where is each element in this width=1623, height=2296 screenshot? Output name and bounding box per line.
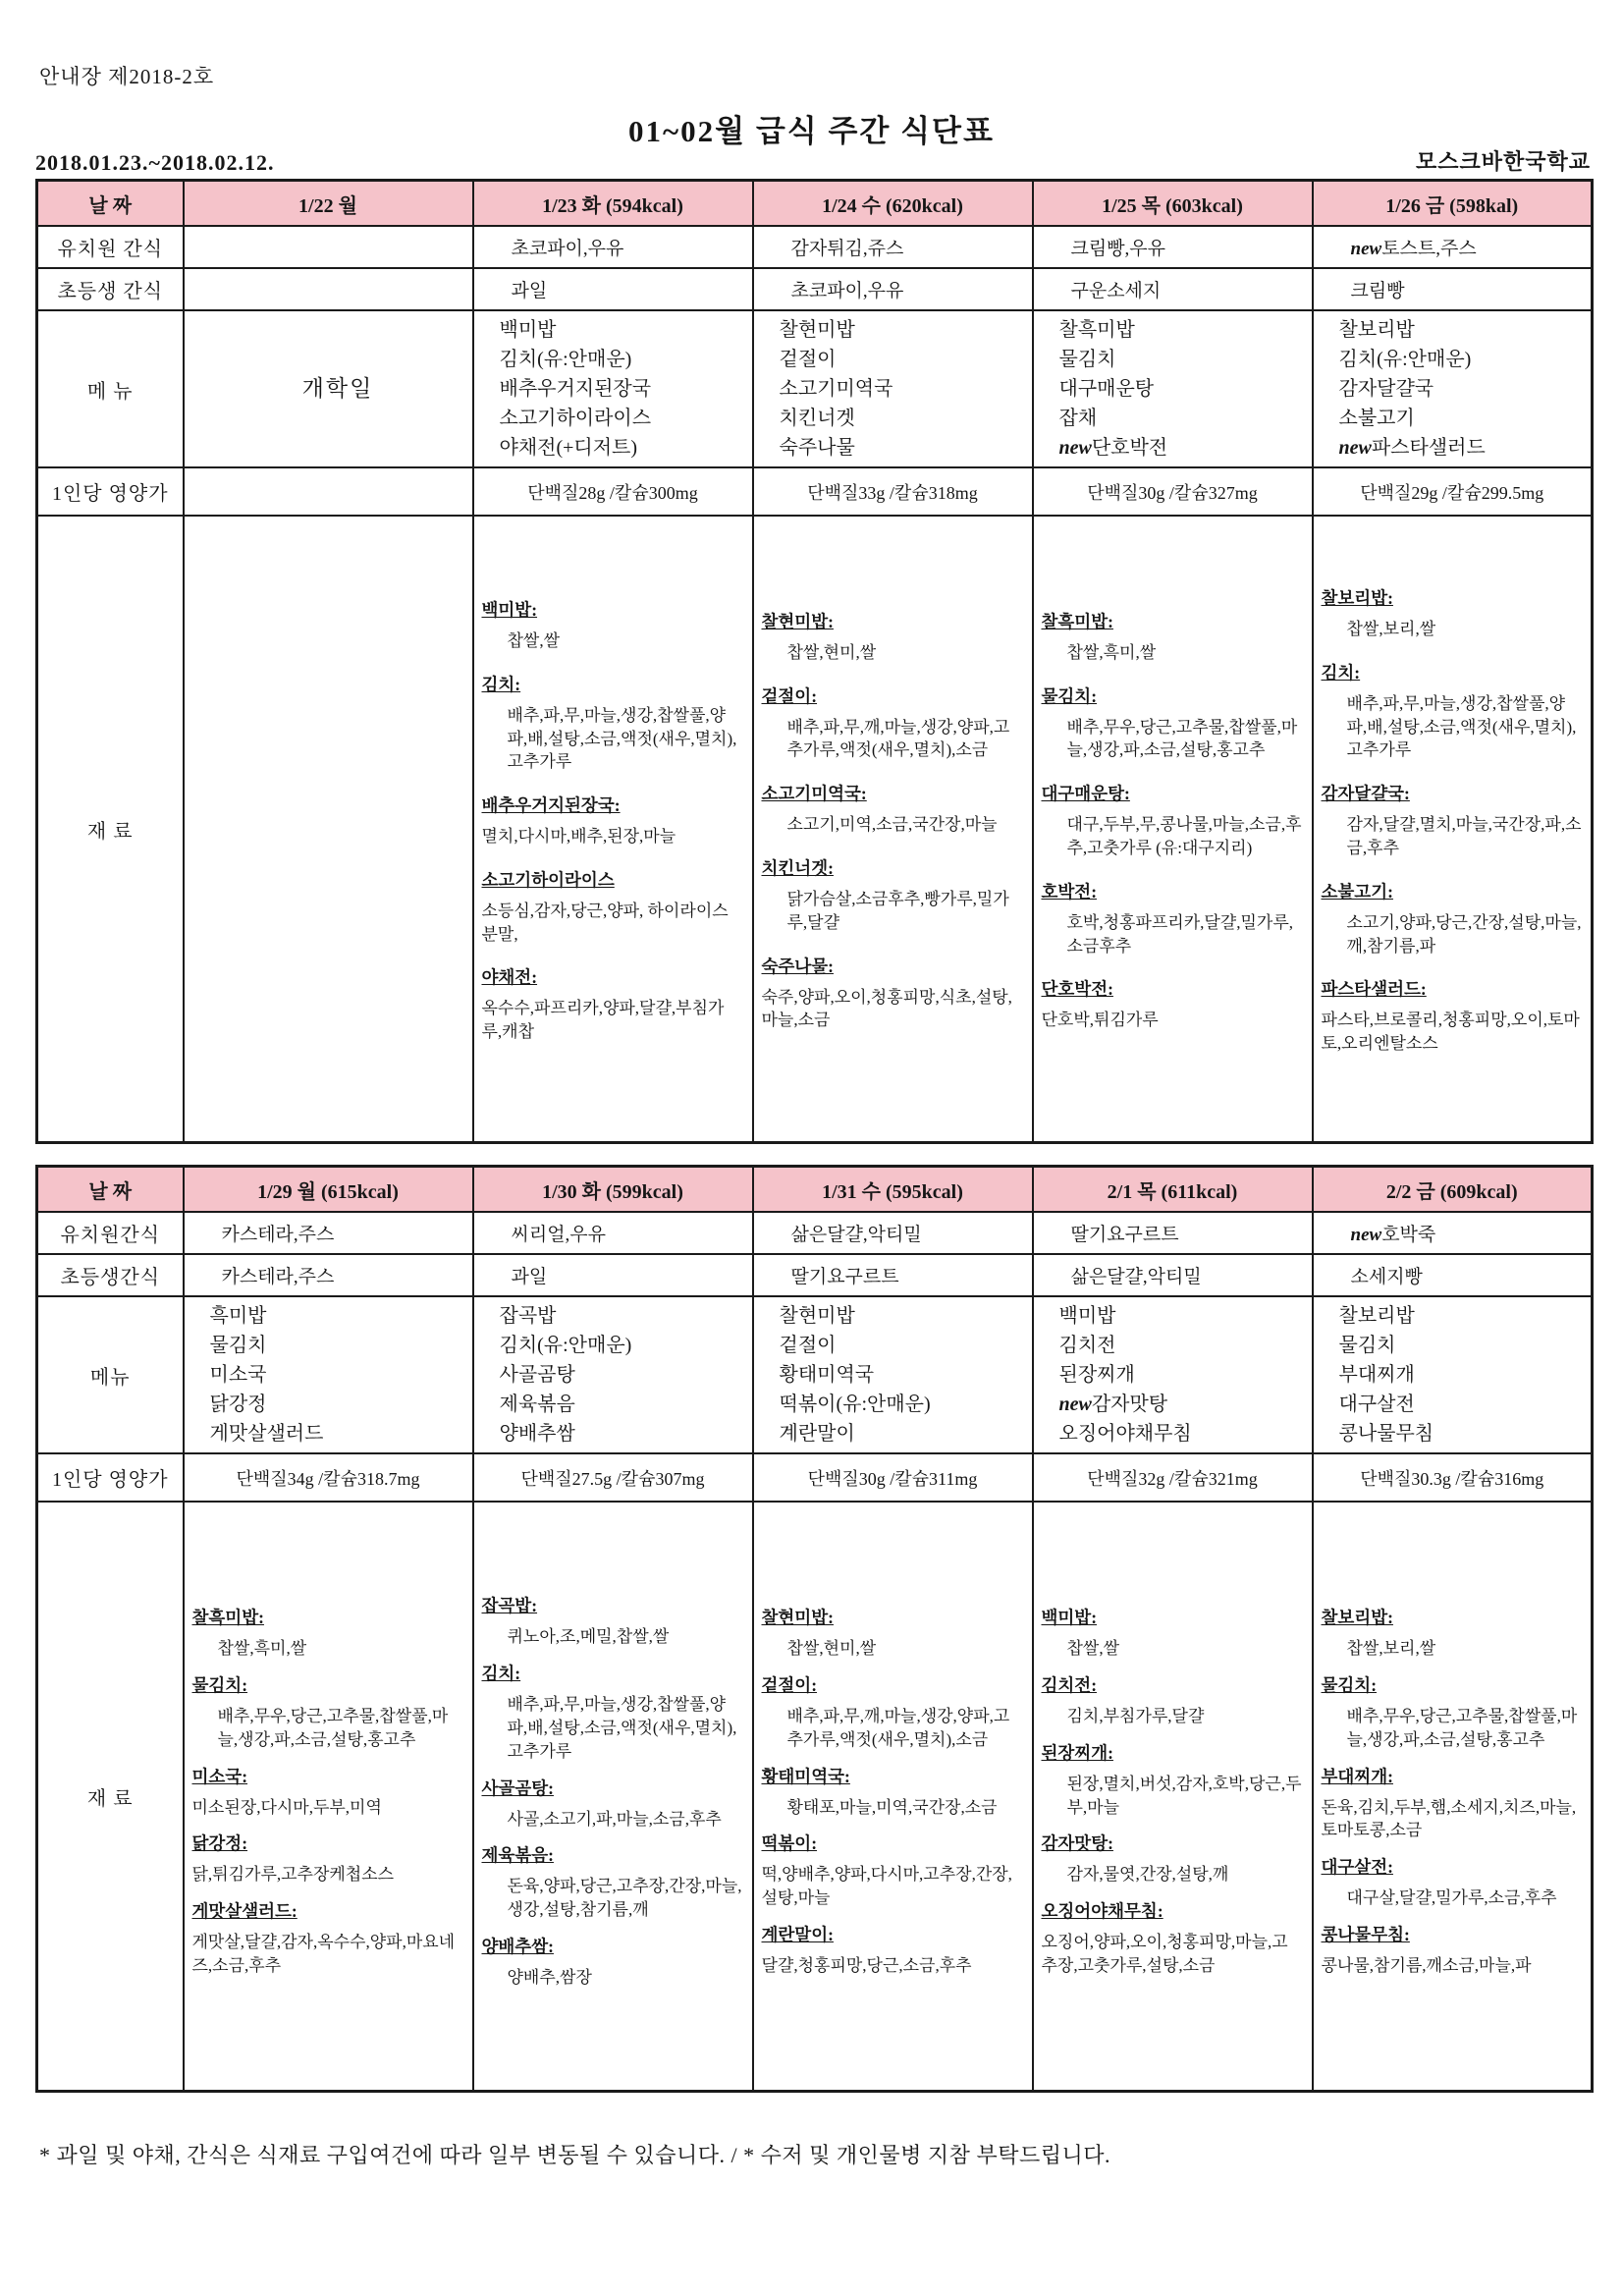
dish-ingredients: 게맛살,달걀,감자,옥수수,양파,마요네즈,소금,후추: [191, 1933, 456, 1975]
elem-snack-cell-2: 딸기요구르트: [753, 1254, 1033, 1296]
header-row: [37, 181, 1593, 227]
dish-name: 된장찌개:: [1041, 1742, 1113, 1763]
menu-item-4-3: 대구살전: [1338, 1394, 1415, 1415]
subheader: [35, 145, 1591, 176]
dish-name: 김치:: [481, 674, 521, 694]
menu-table-week-1: [35, 179, 1594, 1144]
dish-ingredients: 달걀,청홍피망,당근,소금,후추: [761, 1955, 972, 1975]
elem-snack-cell-0: 카스테라,주스: [184, 1254, 473, 1296]
nutrition-cell-1: 단백질28g /칼슘300mg: [473, 467, 753, 516]
dish-block-1-2: [482, 1776, 744, 1831]
dish-name: 물김치:: [1321, 1675, 1378, 1695]
dish-name: 소불고기:: [1321, 881, 1393, 902]
nutrition-cell-3: 단백질30g /칼슘327mg: [1033, 467, 1313, 516]
kinder-snack-row: [37, 1212, 1593, 1254]
dish-name: 감자달걀국:: [1321, 784, 1410, 804]
menu-cell-2: [753, 1296, 1033, 1453]
dish-block-2-2: [762, 781, 1024, 837]
date-label-cell: 날 짜: [37, 181, 184, 227]
dish-ingredients: 대구살,달걀,밀가루,소금,후추: [1346, 1888, 1557, 1908]
menu-item-1-1: 김치(유:안매운): [499, 349, 632, 370]
dish-name: 양배추쌈:: [481, 1936, 554, 1956]
menu-cell-3: [1033, 310, 1313, 467]
dish-block-4-3: [1322, 879, 1584, 958]
ingredients-cell-0: [184, 516, 473, 1143]
dish-ingredients: 돈육,김치,두부,햄,소세지,치즈,마늘,토마토콩,소금: [1321, 1797, 1577, 1840]
dish-name: 백미밥:: [1041, 1608, 1098, 1628]
ingredients-cell-4: [1313, 1502, 1593, 2092]
dish-ingredients: 돈육,양파,당근,고추장,간장,마늘,생강,설탕,참기름,깨: [507, 1877, 742, 1920]
kinder-snack-cell-4: new호박죽: [1313, 1212, 1593, 1254]
dish-name: 물김치:: [191, 1675, 248, 1695]
kinder-snack-cell-1: 씨리얼,우유: [473, 1212, 753, 1254]
nutrition-cell-0: 단백질34g /칼슘318.7mg: [184, 1453, 473, 1502]
ingredients-row: [37, 1502, 1593, 2092]
dish-block-0-3: [192, 1831, 464, 1886]
dish-ingredients: 대구,두부,무,콩나물,마늘,소금,후추,고춧가루 (유:대구지리): [1066, 815, 1302, 857]
dish-name: 제육볶음:: [481, 1845, 554, 1866]
kinder-snack-cell-1: 초코파이,우유: [473, 226, 753, 268]
dish-block-1-2: [482, 793, 744, 848]
dish-ingredients: 멸치,다시마,배추,된장,마늘: [481, 827, 676, 847]
dish-block-3-4: [1042, 976, 1304, 1032]
day-header-cell-1: 1/23 화 (594kcal): [473, 181, 753, 227]
nutrition-cell-1: 단백질27.5g /칼슘307mg: [473, 1453, 753, 1502]
dish-block-1-3: [482, 867, 744, 947]
menu-item-0-4: 게맛살샐러드: [209, 1423, 324, 1445]
dish-name: 찰흑미밥:: [1041, 611, 1113, 631]
dish-ingredients: 미소된장,다시마,두부,미역: [191, 1797, 382, 1817]
ingredients-cell-2: [753, 1502, 1033, 2092]
table-body: [37, 181, 1593, 1143]
date-label-cell: 날 짜: [37, 1167, 184, 1213]
menu-item-1-1: 김치(유:안매운): [499, 1335, 632, 1356]
new-marker: new: [1058, 437, 1092, 459]
kinder-snack-cell-2: 삶은달걀,악티밀: [753, 1212, 1033, 1254]
nutrition-row: [37, 467, 1593, 516]
dish-name: 닭강정:: [191, 1833, 248, 1854]
dish-ingredients: 배추,무우,당근,고추물,찹쌀풀,마늘,생강,파,소금,설탕,홍고추: [217, 1707, 449, 1749]
kinder-snack-cell-3: 딸기요구르트: [1033, 1212, 1313, 1254]
dish-name: 미소국:: [191, 1766, 248, 1786]
dish-name: 잡곡밥:: [481, 1596, 538, 1616]
dish-block-4-2: [1322, 1764, 1584, 1843]
menu-cell-4: [1313, 1296, 1593, 1453]
kinder-snack-label: 유치원간식: [37, 1212, 184, 1254]
dish-name: 계란말이:: [761, 1924, 834, 1944]
menu-item-3-2: 된장찌개: [1058, 1364, 1135, 1386]
nutrition-cell-3: 단백질32g /칼슘321mg: [1033, 1453, 1313, 1502]
dish-block-2-0: [762, 1605, 1024, 1661]
menu-item-2-0: 찰현미밥: [779, 1305, 855, 1327]
menu-item-4-3: 소불고기: [1338, 408, 1415, 429]
dish-block-1-4: [482, 1934, 744, 1990]
elem-snack-label: 초등생간식: [37, 1254, 184, 1296]
menu-row: [37, 1296, 1593, 1453]
dish-name: 찰보리밥:: [1321, 1608, 1393, 1628]
kinder-snack-cell-0: [184, 226, 473, 268]
day-header-cell-4: 2/2 금 (609kcal): [1313, 1167, 1593, 1213]
menu-item-2-2: 황태미역국: [779, 1364, 875, 1386]
menu-cell-1: [473, 310, 753, 467]
nutrition-label: 1인당 영양가: [37, 1453, 184, 1502]
elem-snack-cell-2: 초코파이,우유: [753, 268, 1033, 310]
dish-ingredients: 찹쌀,현미,쌀: [786, 1639, 877, 1659]
dish-name: 백미밥:: [481, 599, 538, 620]
day-header-cell-3: 1/25 목 (603kcal): [1033, 181, 1313, 227]
elem-snack-row: [37, 268, 1593, 310]
menu-cell-0: [184, 310, 473, 467]
dish-name: 감자맛탕:: [1041, 1833, 1113, 1854]
kinder-snack-row: [37, 226, 1593, 268]
menu-item-3-0: 백미밥: [1058, 1305, 1116, 1327]
menu-item-0-3: 닭강정: [209, 1394, 267, 1415]
menu-item-3-0: 찰흑미밥: [1058, 319, 1135, 341]
menu-item-2-3: 떡볶이(유:안매운): [779, 1394, 931, 1415]
dish-ingredients: 감자,물엿,간장,설탕,깨: [1066, 1865, 1229, 1885]
dish-name: 소고기하이라이스: [481, 869, 615, 890]
dish-name: 단호박전:: [1041, 979, 1113, 1000]
menu-cell-0: [184, 1296, 473, 1453]
dish-ingredients: 찹쌀,흑미,쌀: [1066, 642, 1157, 662]
menu-item-3-3: 잡채: [1058, 408, 1098, 429]
dish-ingredients: 양배추,쌈장: [507, 1967, 592, 1987]
dish-ingredients: 닭,튀김가루,고추장케첩소스: [191, 1865, 395, 1885]
ingredients-cell-0: [184, 1502, 473, 2092]
footnote: * 과일 및 야채, 간식은 식재료 구입여건에 따라 일부 변동될 수 있습니다. / * 수저 및 개인물병 지참 부탁드립니다.: [39, 2143, 1110, 2167]
day-header-cell-1: 1/30 화 (599kcal): [473, 1167, 753, 1213]
dish-ingredients: 찹쌀,쌀: [507, 630, 561, 650]
menu-cell-3: [1033, 1296, 1313, 1453]
menu-item-3-3: new감자맛탕: [1058, 1394, 1168, 1415]
menu-item-1-3: 제육볶음: [499, 1394, 575, 1415]
elem-snack-cell-3: 구운소세지: [1033, 268, 1313, 310]
ingredients-label: 재 료: [37, 516, 184, 1143]
menu-cell-4: [1313, 310, 1593, 467]
day-header-cell-2: 1/24 수 (620kcal): [753, 181, 1033, 227]
dish-ingredients: 찹쌀,보리,쌀: [1346, 620, 1436, 639]
kinder-snack-cell-2: 감자튀김,쥬스: [753, 226, 1033, 268]
dish-block-2-3: [762, 855, 1024, 935]
dish-ingredients: 된장,멸치,버섯,감자,호박,당근,두부,마늘: [1066, 1774, 1302, 1817]
menu-label: 메뉴: [37, 1296, 184, 1453]
dish-ingredients: 배추,파,무,깨,마늘,생강,양파,고추가루,액젓(새우,멸치),소금: [786, 717, 1010, 760]
dish-block-3-1: [1042, 1672, 1304, 1728]
header-row: [37, 1167, 1593, 1213]
nutrition-row: [37, 1453, 1593, 1502]
page-title: 01~02월 급식 주간 식단표: [628, 114, 995, 148]
dish-block-2-0: [762, 609, 1024, 665]
menu-item-0-0: 개학일: [301, 376, 374, 401]
day-header-cell-0: 1/29 월 (615kcal): [184, 1167, 473, 1213]
menu-item-2-1: 겉절이: [779, 1335, 837, 1356]
elem-snack-cell-3: 삶은달걀,악티밀: [1033, 1254, 1313, 1296]
menu-item-1-2: 배추우거지된장국: [499, 378, 652, 400]
menu-item-2-1: 겉절이: [779, 349, 837, 370]
nutrition-cell-0: [184, 467, 473, 516]
menu-item-2-4: 숙주나물: [779, 437, 855, 459]
menu-cell-1: [473, 1296, 753, 1453]
dish-block-4-4: [1322, 1922, 1584, 1978]
dish-block-3-3: [1042, 1831, 1304, 1886]
menu-item-1-0: 잡곡밥: [499, 1305, 557, 1327]
ingredients-cell-2: [753, 516, 1033, 1143]
dish-name: 찰현미밥:: [761, 611, 834, 631]
ingredients-cell-1: [473, 516, 753, 1143]
dish-block-1-1: [482, 1661, 744, 1763]
menu-item-1-0: 백미밥: [499, 319, 557, 341]
dish-name: 숙주나물:: [761, 956, 834, 976]
dish-block-3-0: [1042, 1605, 1304, 1661]
dish-name: 대구살전:: [1321, 1857, 1393, 1878]
menu-item-3-4: new단호박전: [1058, 437, 1168, 459]
dish-block-0-0: [192, 1605, 464, 1661]
elem-snack-cell-0: [184, 268, 473, 310]
dish-name: 야채전:: [481, 967, 538, 988]
kinder-snack-cell-3: 크림빵,우유: [1033, 226, 1313, 268]
dish-ingredients: 황태포,마늘,미역,국간장,소금: [786, 1797, 998, 1817]
dish-name: 사골곰탕:: [481, 1777, 554, 1798]
menu-item-4-1: 김치(유:안매운): [1338, 349, 1472, 370]
menu-item-1-4: 야채전(+디저트): [499, 437, 638, 459]
dish-block-4-4: [1322, 976, 1584, 1056]
dish-name: 콩나물무침:: [1321, 1924, 1410, 1944]
nutrition-cell-4: 단백질30.3g /칼슘316mg: [1313, 1453, 1593, 1502]
dish-ingredients: 찹쌀,흑미,쌀: [217, 1639, 307, 1659]
dish-block-1-0: [482, 597, 744, 653]
dish-ingredients: 김치,부침가루,달걀: [1066, 1707, 1205, 1725]
menu-item-3-2: 대구매운탕: [1058, 378, 1155, 400]
ingredients-cell-3: [1033, 516, 1313, 1143]
kinder-snack-label: 유치원 간식: [37, 226, 184, 268]
dish-block-3-2: [1042, 781, 1304, 860]
ingredients-row: [37, 516, 1593, 1143]
day-header-cell-3: 2/1 목 (611kcal): [1033, 1167, 1313, 1213]
dish-block-2-2: [762, 1764, 1024, 1820]
doc-number: 안내장 제2018-2호: [39, 65, 215, 88]
dish-name: 대구매운탕:: [1041, 784, 1130, 804]
dish-ingredients: 배추,파,무,마늘,생강,찹쌀풀,양파,배,설탕,소금,액젓(새우,멸치),고추가루: [507, 705, 737, 772]
menu-item-1-4: 양배추쌈: [499, 1423, 575, 1445]
elem-snack-cell-4: 크림빵: [1313, 268, 1593, 310]
dish-name: 물김치:: [1041, 685, 1098, 706]
dish-block-3-0: [1042, 609, 1304, 665]
day-header-cell-2: 1/31 수 (595kcal): [753, 1167, 1033, 1213]
menu-row: [37, 310, 1593, 467]
dish-block-1-1: [482, 672, 744, 774]
dish-block-4-0: [1322, 585, 1584, 641]
dish-block-2-4: [762, 954, 1024, 1033]
day-header-cell-0: 1/22 월: [184, 181, 473, 227]
dish-block-2-4: [762, 1922, 1024, 1978]
dish-ingredients: 찹쌀,보리,쌀: [1346, 1639, 1436, 1659]
menu-item-4-4: 콩나물무침: [1338, 1423, 1434, 1445]
dish-ingredients: 파스타,브로콜리,청홍피망,오이,토마토,오리엔탈소스: [1321, 1011, 1580, 1054]
elem-snack-cell-4: 소세지빵: [1313, 1254, 1593, 1296]
dish-name: 떡볶이:: [761, 1833, 818, 1854]
school-name: 모스크바한국학교: [1415, 149, 1591, 174]
dish-name: 김치:: [481, 1664, 521, 1684]
dish-ingredients: 찹쌀,쌀: [1066, 1639, 1120, 1659]
dish-ingredients: 오징어,양파,오이,청홍피망,마늘,고추장,고춧가루,설탕,소금: [1041, 1933, 1288, 1975]
dish-block-4-2: [1322, 781, 1584, 860]
elem-snack-label: 초등생 간식: [37, 268, 184, 310]
dish-name: 찰보리밥:: [1321, 588, 1393, 609]
dish-name: 오징어야채무침:: [1041, 1901, 1163, 1922]
dish-block-1-4: [482, 964, 744, 1044]
menu-cell-2: [753, 310, 1033, 467]
new-marker: new: [1350, 1225, 1382, 1245]
dish-name: 파스타샐러드:: [1321, 979, 1427, 1000]
dish-name: 김치:: [1321, 662, 1361, 683]
dish-name: 김치전:: [1041, 1675, 1098, 1695]
dish-block-3-1: [1042, 683, 1304, 763]
dish-name: 소고기미역국:: [761, 784, 867, 804]
menu-item-3-4: 오징어야채무침: [1058, 1423, 1192, 1445]
dish-ingredients: 감자,달걀,멸치,마늘,국간장,파,소금,후추: [1346, 815, 1582, 857]
menu-item-4-1: 물김치: [1338, 1335, 1396, 1356]
dish-name: 겉절이:: [761, 685, 818, 706]
dish-block-0-4: [192, 1898, 464, 1978]
elem-snack-cell-1: 과일: [473, 1254, 753, 1296]
kinder-snack-cell-0: 카스테라,주스: [184, 1212, 473, 1254]
ingredients-label: 재 료: [37, 1502, 184, 2092]
menu-item-0-1: 물김치: [209, 1335, 267, 1356]
nutrition-cell-2: 단백질30g /칼슘311mg: [753, 1453, 1033, 1502]
dish-block-1-0: [482, 1593, 744, 1649]
menu-item-3-1: 김치전: [1058, 1335, 1116, 1356]
menu-item-2-3: 치킨너겟: [779, 408, 855, 429]
dish-name: 황태미역국:: [761, 1766, 850, 1786]
new-marker: new: [1058, 1394, 1092, 1415]
dish-ingredients: 소고기,양파,당근,간장,설탕,마늘,깨,참기름,파: [1346, 912, 1582, 956]
menu-label: 메 뉴: [37, 310, 184, 467]
dish-ingredients: 호박,청홍파프리카,달걀,밀가루,소금후추: [1066, 912, 1293, 956]
nutrition-cell-4: 단백질29g /칼슘299.5mg: [1313, 467, 1593, 516]
dish-ingredients: 소고기,미역,소금,국간장,마늘: [786, 815, 998, 835]
dish-ingredients: 옥수수,파프리카,양파,달걀,부침가루,캐찹: [481, 999, 725, 1042]
dish-ingredients: 소등심,감자,당근,양파, 하이라이스분말,: [481, 901, 729, 944]
dish-ingredients: 콩나물,참기름,깨소금,마늘,파: [1321, 1955, 1532, 1975]
table-body: [37, 1167, 1593, 2092]
dish-block-4-0: [1322, 1605, 1584, 1661]
new-marker: new: [1338, 437, 1372, 459]
elem-snack-row: [37, 1254, 1593, 1296]
dish-block-4-1: [1322, 1672, 1584, 1752]
menu-item-2-4: 계란말이: [779, 1423, 855, 1445]
menu-item-4-2: 감자달걀국: [1338, 378, 1434, 400]
menu-item-2-0: 찰현미밥: [779, 319, 855, 341]
dish-ingredients: 퀴노아,조,메밀,찹쌀,쌀: [507, 1627, 670, 1647]
nutrition-label: 1인당 영양가: [37, 467, 184, 516]
menu-item-1-2: 사골곰탕: [499, 1364, 575, 1386]
dish-block-4-1: [1322, 660, 1584, 762]
ingredients-cell-3: [1033, 1502, 1313, 2092]
dish-ingredients: 배추,무우,당근,고추물,찹쌀풀,마늘,생강,파,소금,설탕,홍고추: [1066, 717, 1298, 760]
dish-block-2-1: [762, 683, 1024, 763]
elem-snack-cell-1: 과일: [473, 268, 753, 310]
kinder-snack-cell-4: new토스트,주스: [1313, 226, 1593, 268]
menu-item-4-0: 찰보리밥: [1338, 319, 1415, 341]
dish-name: 겉절이:: [761, 1675, 818, 1695]
dish-block-0-1: [192, 1672, 464, 1752]
dish-ingredients: 숙주,양파,오이,청홍피망,식초,설탕,마늘,소금: [761, 987, 1012, 1030]
dish-block-2-3: [762, 1831, 1024, 1910]
ingredients-cell-1: [473, 1502, 753, 2092]
dish-block-2-1: [762, 1672, 1024, 1752]
dish-ingredients: 배추,무우,당근,고추물,찹쌀풀,마늘,생강,파,소금,설탕,홍고추: [1346, 1707, 1578, 1749]
dish-block-0-2: [192, 1764, 464, 1820]
nutrition-cell-2: 단백질33g /칼슘318mg: [753, 467, 1033, 516]
dish-name: 부대찌개:: [1321, 1766, 1393, 1786]
day-header-cell-4: 1/26 금 (598kal): [1313, 181, 1593, 227]
dish-block-3-2: [1042, 1740, 1304, 1820]
dish-ingredients: 배추,파,무,마늘,생강,찹쌀풀,양파,배,설탕,소금,액젓(새우,멸치),고추가루: [1346, 693, 1577, 760]
dish-name: 찰현미밥:: [761, 1608, 834, 1628]
dish-ingredients: 사골,소고기,파,마늘,소금,후추: [507, 1809, 722, 1829]
dish-ingredients: 단호박,튀김가루: [1041, 1011, 1159, 1030]
dish-ingredients: 배추,파,무,깨,마늘,생강,양파,고추가루,액젓(새우,멸치),소금: [786, 1707, 1010, 1749]
dish-ingredients: 닭가슴살,소금후추,빵가루,밀가루,달걀: [786, 890, 1009, 932]
dish-block-3-3: [1042, 879, 1304, 958]
dish-ingredients: 배추,파,무,마늘,생강,찹쌀풀,양파,배,설탕,소금,액젓(새우,멸치),고추가루: [507, 1695, 737, 1761]
menu-item-0-2: 미소국: [209, 1364, 267, 1386]
dish-name: 찰흑미밥:: [191, 1608, 264, 1628]
dish-block-1-3: [482, 1842, 744, 1922]
menu-item-3-1: 물김치: [1058, 349, 1116, 370]
menu-item-4-4: new파스타샐러드: [1338, 437, 1486, 459]
tables: [35, 179, 1591, 2113]
menu-item-4-2: 부대찌개: [1338, 1364, 1415, 1386]
dish-block-4-3: [1322, 1854, 1584, 1910]
dish-ingredients: 떡,양배추,양파,다시마,고추장,간장,설탕,마늘: [761, 1865, 1012, 1908]
dish-ingredients: 찹쌀,현미,쌀: [786, 642, 877, 662]
dish-name: 호박전:: [1041, 881, 1098, 902]
date-range: 2018.01.23.~2018.02.12.: [35, 150, 275, 175]
new-marker: new: [1350, 239, 1382, 259]
dish-name: 게맛살샐러드:: [191, 1901, 298, 1922]
menu-item-1-3: 소고기하이라이스: [499, 408, 652, 429]
ingredients-cell-4: [1313, 516, 1593, 1143]
menu-table-week-2: [35, 1165, 1594, 2093]
menu-item-4-0: 찰보리밥: [1338, 1305, 1415, 1327]
dish-name: 치킨너겟:: [761, 858, 834, 878]
dish-name: 배추우거지된장국:: [481, 795, 621, 816]
menu-item-0-0: 흑미밥: [209, 1305, 267, 1327]
menu-item-2-2: 소고기미역국: [779, 378, 893, 400]
dish-block-3-4: [1042, 1898, 1304, 1978]
